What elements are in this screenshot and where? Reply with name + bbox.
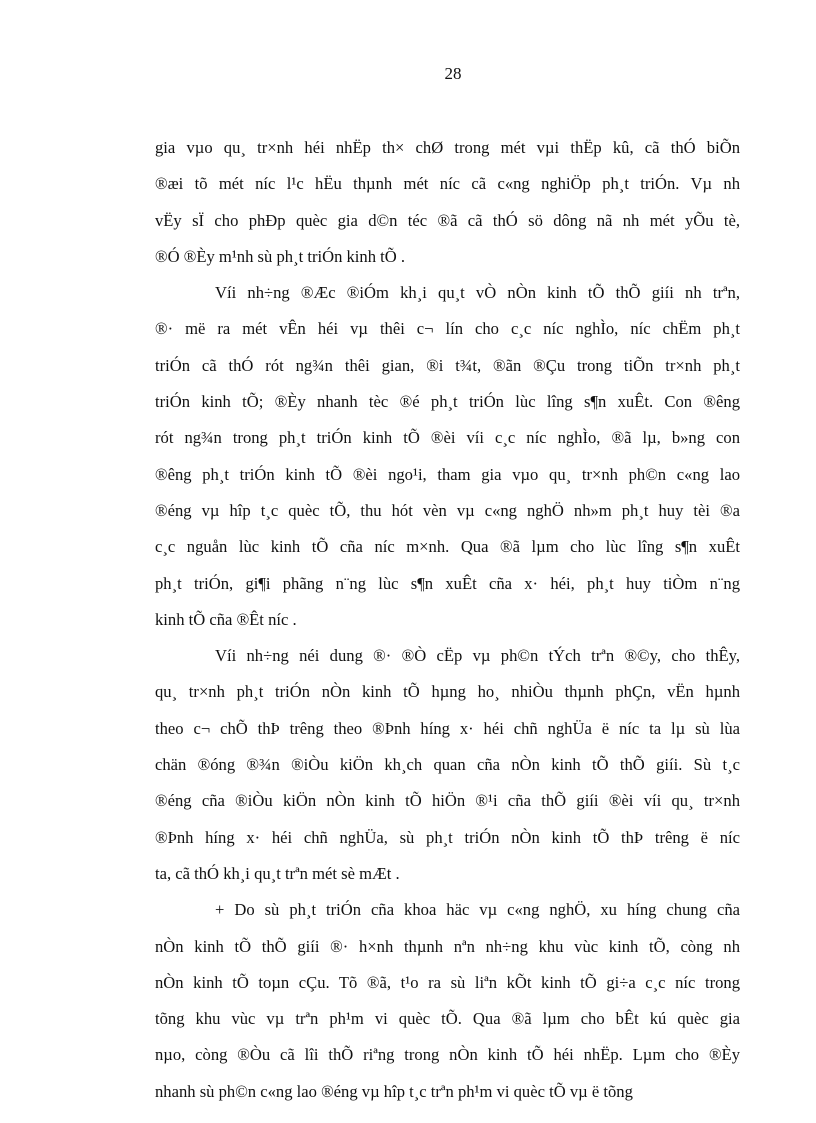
text-line: triÓn cã thÓ rót ng¾n thêi gian, ®i t¾t, ®ãn ®Çu trong tiÕn tr×nh ph¸t (155, 355, 740, 375)
text-line: vËy sÏ cho phÐp quèc gia d©n téc ®ã cã thÓ sö dông nã nh mét yÕu tè, (155, 210, 740, 230)
paragraph (155, 134, 740, 279)
text-line: ®æi tõ mét níc l¹c hËu thµnh mét níc cã c«ng nghiÖp ph¸t triÓn. Vµ nh (155, 174, 740, 194)
paragraph (155, 642, 740, 896)
text-line: Víi nh÷ng ®Æc ®iÓm kh¸i qu¸t vÒ nÒn kinh tÕ thÕ giíi nh trªn, (215, 283, 740, 303)
text-line: + Do sù ph¸t triÓn cña khoa häc vµ c«ng nghÖ, xu híng chung cña (215, 900, 740, 920)
text-line: nÒn kinh tÕ toµn cÇu. Tõ ®ã, t¹o ra sù liªn kÕt kinh tÕ gi÷a c¸c níc trong (155, 972, 740, 992)
document-body (155, 134, 740, 1114)
text-line: ph¸t triÓn, gi¶i phãng n¨ng lùc s¶n xuÊt cña x· héi, ph¸t huy tiÒm n¨ng (155, 573, 740, 593)
text-line: nÒn kinh tÕ thÕ giíi ®· h×nh thµnh nªn nh÷ng khu vùc kinh tÕ, còng nh (155, 936, 740, 956)
text-line: ®· më ra mét vÊn héi vµ thêi c¬ lín cho c¸c níc nghÌo, níc chËm ph¸t (155, 319, 740, 339)
text-line: tõng khu vùc vµ trªn ph¹m vi quèc tÕ. Qua ®ã lµm cho bÊt kú quèc gia (155, 1009, 740, 1029)
text-line: kinh tÕ cña ®Êt níc . (155, 609, 297, 629)
paragraph (155, 279, 740, 642)
page-number: 28 (444, 64, 462, 83)
text-line: qu¸ tr×nh ph¸t triÓn nÒn kinh tÕ hµng ho¸ nhiÒu thµnh phÇn, vËn hµnh (155, 682, 740, 702)
text-line: rót ng¾n trong ph¸t triÓn kinh tÕ ®èi víi c¸c níc nghÌo, ®ã lµ, b»ng con (155, 428, 740, 448)
text-line: ta, cã thÓ kh¸i qu¸t trªn mét sè mÆt . (155, 863, 400, 883)
text-line: c¸c nguån lùc kinh tÕ cña níc m×nh. Qua ®ã lµm cho lùc lîng s¶n xuÊt (155, 537, 740, 557)
text-line: ®éng cña ®iÒu kiÖn nÒn kinh tÕ hiÖn ®¹i cña thÕ giíi ®èi víi qu¸ tr×nh (155, 791, 740, 811)
text-line: Víi nh÷ng néi dung ®· ®Ò cËp vµ ph©n tÝch trªn ®©y, cho thÊy, (215, 646, 740, 666)
text-line: nµo, còng ®Òu cã lîi thÕ riªng trong nÒn kinh tÕ héi nhËp. Lµm cho ®Èy (155, 1045, 740, 1065)
text-line: gia vµo qu¸ tr×nh héi nhËp th× chØ trong mét vµi thËp kû, cã thÓ biÕn (155, 138, 740, 157)
paragraph (155, 896, 740, 1114)
text-line: ®Þnh híng x· héi chñ nghÜa, sù ph¸t triÓn nÒn kinh tÕ thÞ trêng ë níc (155, 827, 740, 847)
text-line: chän ®óng ®¾n ®iÒu kiÖn kh¸ch quan cña nÒn kinh tÕ thÕ giíi. Sù t¸c (155, 755, 740, 775)
text-line: nhanh sù ph©n c«ng lao ®éng vµ hîp t¸c trªn ph¹m vi quèc tÕ vµ ë tõng (155, 1081, 633, 1101)
text-line: theo c¬ chÕ thÞ trêng theo ®Þnh híng x· héi chñ nghÜa ë níc ta lµ sù lùa (155, 718, 740, 738)
text-line: triÓn kinh tÕ; ®Èy nhanh tèc ®é ph¸t triÓn lùc lîng s¶n xuÊt. Con ®êng (155, 392, 740, 412)
text-line: ®Ó ®Èy m¹nh sù ph¸t triÓn kinh tÕ . (155, 246, 406, 266)
text-line: ®éng vµ hîp t¸c quèc tÕ, thu hót vèn vµ c«ng nghÖ nh»m ph¸t huy tèi ®a (155, 500, 740, 520)
text-line: ®êng ph¸t triÓn kinh tÕ ®èi ngo¹i, tham gia vµo qu¸ tr×nh ph©n c«ng lao (155, 464, 740, 484)
